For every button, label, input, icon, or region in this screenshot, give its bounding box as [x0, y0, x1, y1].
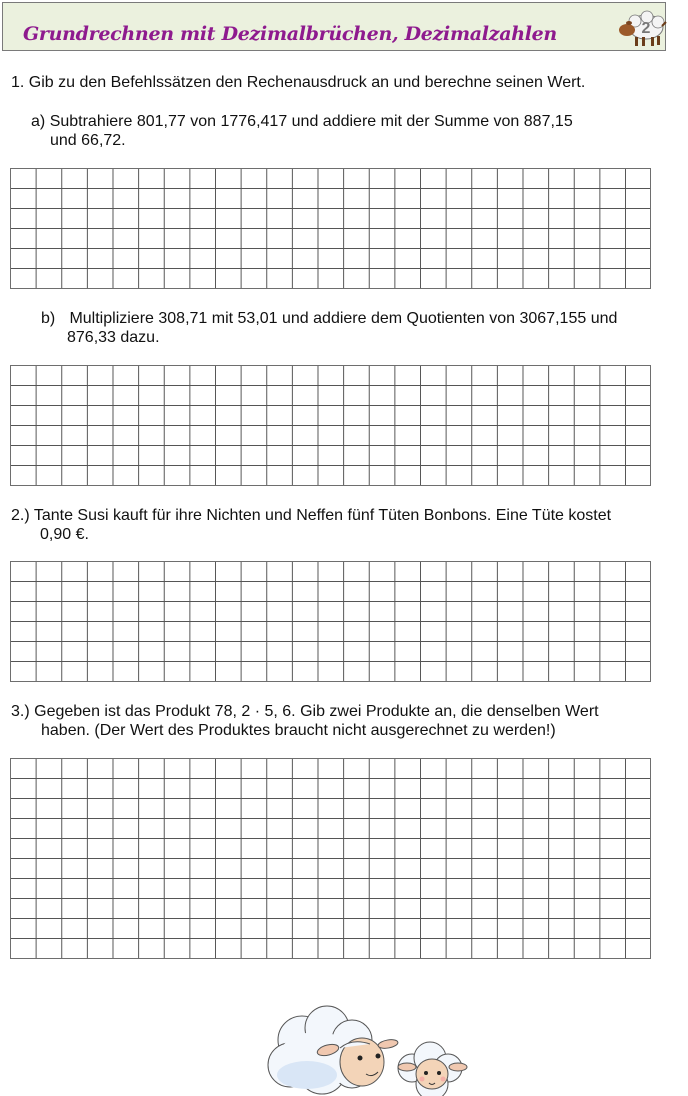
- sheep-illustration-icon: [262, 1000, 472, 1096]
- task-2-line1: [11, 506, 611, 525]
- task-text: Tante Susi kauft für ihre Nichten und Neffen fünf Tüten Bonbons. Eine Tüte kostet: [33, 507, 612, 524]
- answer-grid-1b[interactable]: [10, 365, 651, 486]
- task-3-line1: [11, 702, 599, 721]
- subtask-label: b): [41, 310, 56, 327]
- answer-grid-1a[interactable]: [10, 168, 651, 289]
- answer-grid-3[interactable]: [10, 758, 651, 959]
- subtask-text: Subtrahiere 801,77 von 1776,417 und addiere mit der Summe von 887,15: [49, 113, 573, 130]
- task-1b-line1: [41, 309, 617, 328]
- worksheet-title: Grundrechnen mit Dezimalbrüchen, Dezimalzahlen: [23, 23, 557, 45]
- worksheet-header: [2, 2, 666, 51]
- task-1-heading: [11, 73, 585, 92]
- task-number: 3.): [11, 703, 30, 720]
- task-1b-line2: 876,33 dazu.: [67, 329, 160, 346]
- task-2-line2: 0,90 €.: [40, 526, 89, 543]
- task-text: Gegeben ist das Produkt 78, 2 · 5, 6. Gib zwei Produkte an, die denselben Wert: [34, 703, 599, 720]
- subtask-label: a): [31, 113, 46, 130]
- answer-grid-2[interactable]: [10, 561, 651, 682]
- task-text: Gib zu den Befehlssätzen den Rechenausdruck an und berechne seinen Wert.: [28, 74, 586, 91]
- task-number: 2.): [11, 507, 30, 524]
- task-number: 1.: [11, 74, 25, 91]
- task-1a-line1: [31, 112, 573, 131]
- svg-text:2: 2: [641, 20, 651, 37]
- subtask-text: Multipliziere 308,71 mit 53,01 und addiere dem Quotienten von 3067,155 und: [69, 310, 618, 327]
- task-1a-line2: und 66,72.: [50, 132, 126, 149]
- task-3-line2: haben. (Der Wert des Produktes braucht nicht ausgerechnet zu werden!): [41, 722, 556, 739]
- sheep-badge-icon: [615, 9, 667, 49]
